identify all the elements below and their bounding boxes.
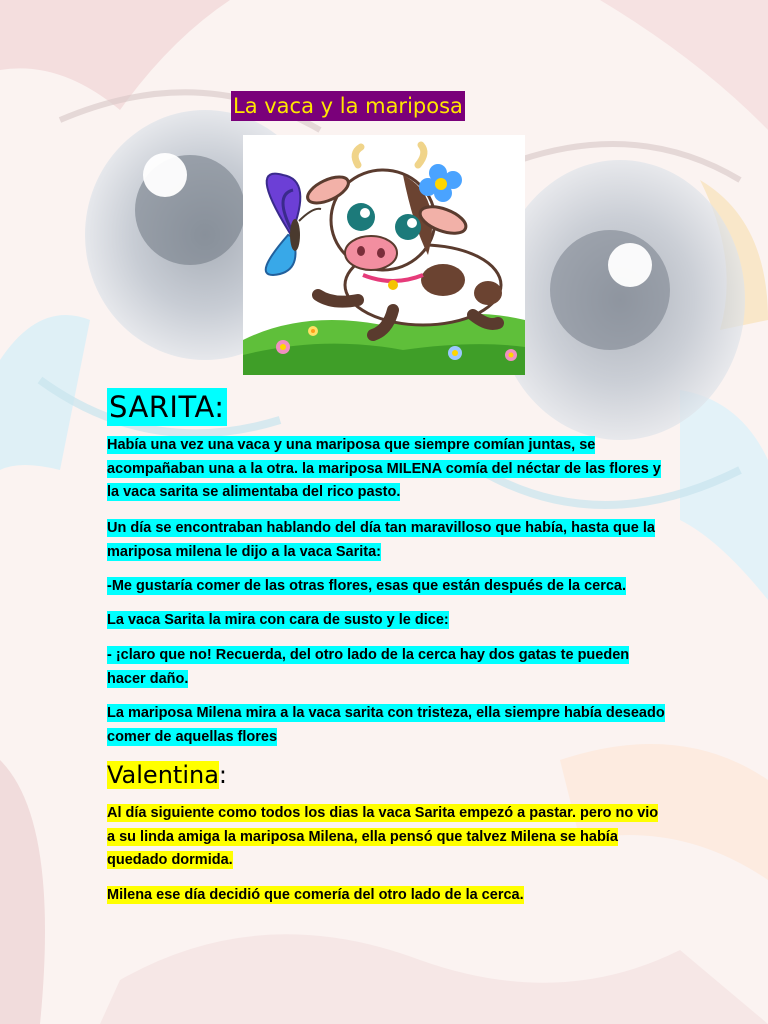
paragraph <box>107 702 667 749</box>
paragraph <box>107 434 667 505</box>
cow-and-butterfly-illustration <box>243 135 525 375</box>
paragraph <box>107 609 667 633</box>
paragraph-text: Había una vez una vaca y una mariposa que siempre comían juntas, se acompañaban una a la otra. la mariposa MILENA comía del néctar de las flores y la vaca sarita se alimentaba del rico pasto. <box>107 437 661 500</box>
paragraph-text: Un día se encontraban hablando del día tan maravilloso que había, hasta que la mariposa milena le dijo a la vaca Sarita: <box>107 520 655 560</box>
paragraph <box>107 644 667 691</box>
paragraph-text: -Me gustaría comer de las otras flores, esas que están después de la cerca. <box>107 578 627 594</box>
paragraph-text: Al día siguiente como todos los dias la vaca Sarita empezó a pastar. pero no vio a su linda amiga la mariposa Milena, ella pensó que talvez Milena se había quedado dormida. <box>107 805 659 868</box>
paragraph <box>107 802 667 873</box>
paragraph-text: La mariposa Milena mira a la vaca sarita con tristeza, ella siempre había deseado comer de aquellas flores <box>107 705 665 745</box>
paragraph <box>107 575 667 599</box>
heading-colon: : <box>218 761 227 789</box>
paragraph <box>107 884 667 908</box>
document-title: La vaca y la mariposa <box>231 91 465 121</box>
paragraph-text: - ¡claro que no! Recuerda, del otro lado de la cerca hay dos gatas te pueden hacer daño. <box>107 647 630 687</box>
paragraph-text: Milena ese día decidió que comería del otro lado de la cerca. <box>107 887 524 903</box>
paragraph <box>107 517 667 564</box>
section-heading-sarita: SARITA: <box>109 390 225 424</box>
paragraph-text: La vaca Sarita la mira con cara de susto y le dice: <box>107 612 449 628</box>
section-heading-valentina <box>107 757 227 793</box>
heading-name: Valentina <box>107 761 219 789</box>
